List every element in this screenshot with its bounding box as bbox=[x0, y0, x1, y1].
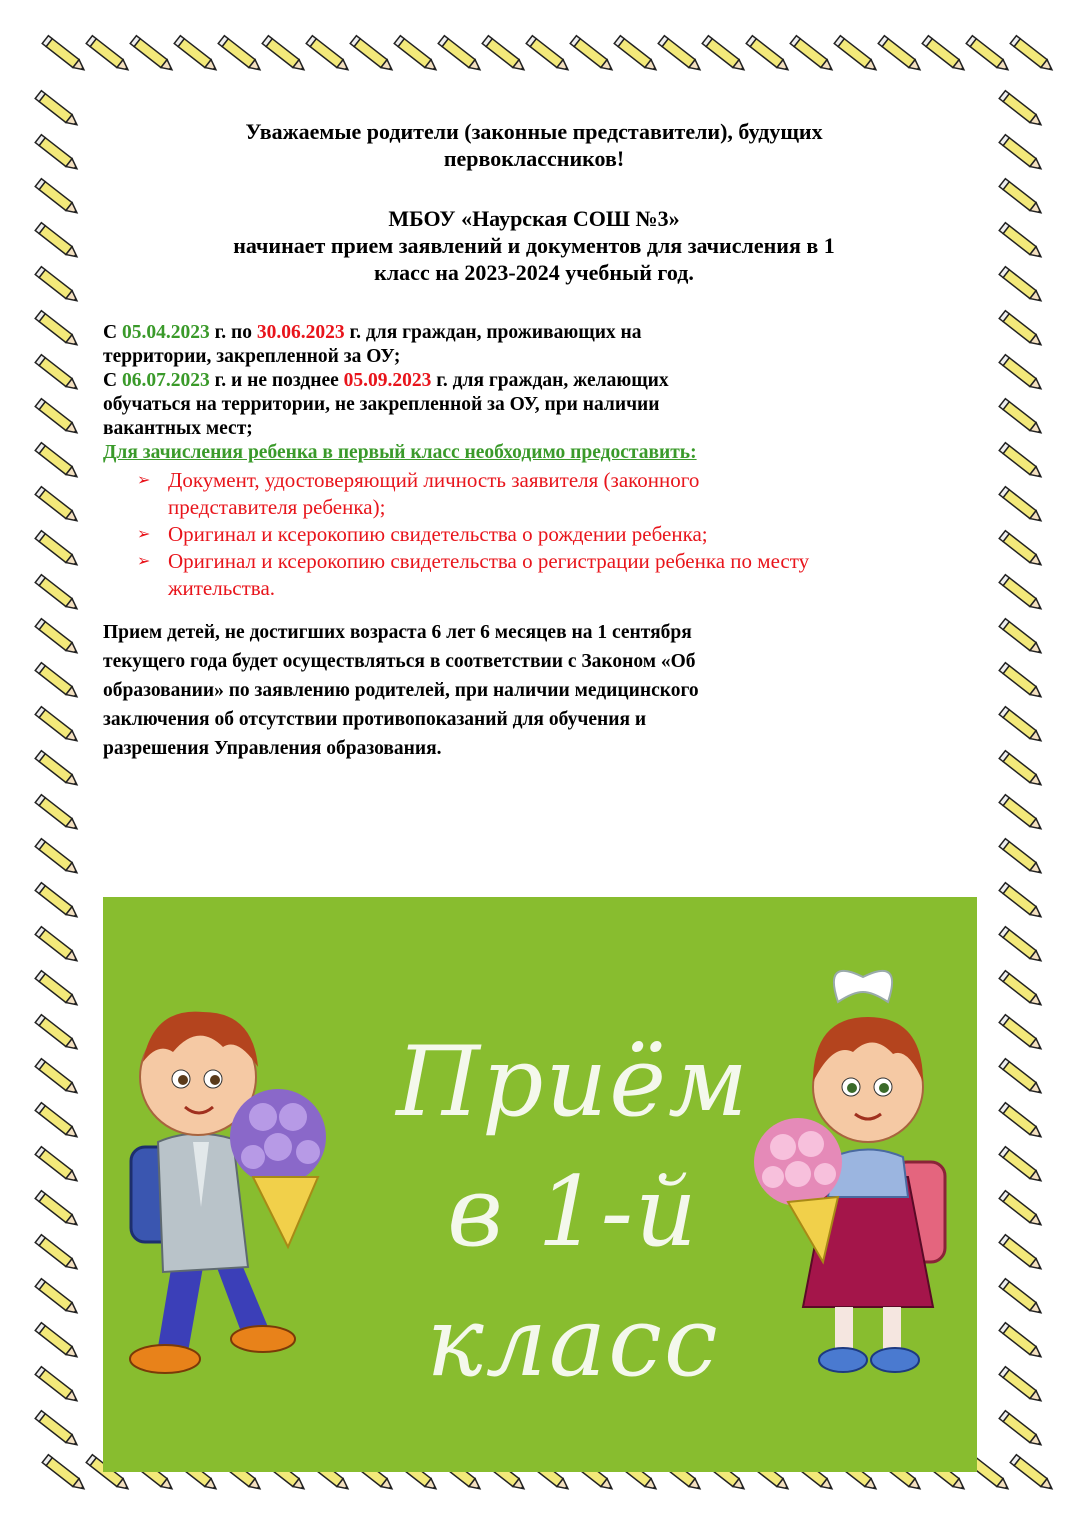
banner-title bbox=[343, 1017, 803, 1407]
pencil-icon bbox=[262, 36, 307, 74]
pencil-icon bbox=[35, 179, 80, 217]
pencil-icon bbox=[999, 751, 1044, 789]
pencil-icon bbox=[35, 223, 80, 261]
requirements-list bbox=[103, 467, 965, 602]
period-1-end-date: 30.06.2023 bbox=[256, 322, 345, 343]
pencil-icon bbox=[999, 1235, 1044, 1273]
pencil-icon bbox=[35, 135, 80, 173]
list-item-text-2: жительства. bbox=[168, 576, 276, 600]
period-2-text-2: обучаться на территории, не закрепленной за ОУ, при наличии bbox=[103, 394, 660, 415]
pencil-icon bbox=[999, 1147, 1044, 1185]
pencil-icon bbox=[35, 1103, 80, 1141]
pencil-icon bbox=[35, 1015, 80, 1053]
period-1-prefix: С bbox=[103, 322, 122, 343]
pencil-icon bbox=[526, 36, 571, 74]
note-line-5: разрешения Управления образования. bbox=[103, 738, 442, 759]
pencil-icon bbox=[482, 36, 527, 74]
list-item-text: Оригинал и ксерокопию свидетельства о регистрации ребенка по месту bbox=[168, 549, 810, 573]
intro-line-2: первоклассников! bbox=[443, 146, 625, 171]
note-line-3: образовании» по заявлению родителей, при наличии медицинского bbox=[103, 680, 699, 701]
period-2-end-date: 05.09.2023 bbox=[343, 370, 432, 391]
pencil-icon bbox=[999, 91, 1044, 129]
pencil-icon bbox=[35, 663, 80, 701]
arrow-bullet-icon: ➢ bbox=[137, 553, 151, 570]
period-1 bbox=[103, 321, 965, 369]
pencil-icon bbox=[999, 1279, 1044, 1317]
list-item-text: Документ, удостоверяющий личность заявителя (законного bbox=[168, 468, 700, 492]
pencil-icon bbox=[999, 135, 1044, 173]
pencil-icon bbox=[35, 531, 80, 569]
admission-dates bbox=[103, 321, 965, 441]
pencil-icon bbox=[35, 707, 80, 745]
pencil-icon bbox=[999, 971, 1044, 1009]
pencil-icon bbox=[999, 531, 1044, 569]
note-line-2: текущего года будет осуществляться в соответствии с Законом «Об bbox=[103, 651, 696, 672]
pencil-icon bbox=[35, 971, 80, 1009]
pencil-icon bbox=[999, 267, 1044, 305]
period-2-text-3: вакантных мест; bbox=[103, 418, 253, 439]
pencil-icon bbox=[218, 36, 263, 74]
intro-line-1: Уважаемые родители (законные представители), будущих bbox=[245, 119, 823, 144]
school-line-2: начинает прием заявлений и документов для зачисления в 1 bbox=[233, 233, 835, 258]
pencil-icon bbox=[999, 355, 1044, 393]
intro-heading bbox=[103, 118, 965, 172]
pencil-icon bbox=[999, 707, 1044, 745]
pencil-icon bbox=[922, 36, 967, 74]
pencil-icon bbox=[999, 1103, 1044, 1141]
pencil-icon bbox=[999, 883, 1044, 921]
pencil-icon bbox=[999, 663, 1044, 701]
pencil-icon bbox=[35, 575, 80, 613]
period-2-text: г. для граждан, желающих bbox=[431, 370, 669, 391]
pencil-icon bbox=[42, 1455, 87, 1493]
early-admission-note bbox=[103, 618, 965, 763]
pencil-icon bbox=[999, 1191, 1044, 1229]
pencil-icon bbox=[35, 619, 80, 657]
pencil-icon bbox=[35, 487, 80, 525]
list-item bbox=[137, 467, 965, 521]
pencil-icon bbox=[746, 36, 791, 74]
pencil-icon bbox=[1010, 36, 1055, 74]
school-name: МБОУ «Наурская СОШ №3» bbox=[388, 206, 680, 231]
pencil-icon bbox=[658, 36, 703, 74]
pencil-icon bbox=[35, 1191, 80, 1229]
pencil-icon bbox=[35, 311, 80, 349]
arrow-bullet-icon: ➢ bbox=[137, 472, 151, 489]
pencil-icon bbox=[966, 36, 1011, 74]
period-1-text: г. для граждан, проживающих на bbox=[344, 322, 642, 343]
first-grade-banner bbox=[103, 897, 977, 1472]
pencil-icon bbox=[790, 36, 835, 74]
pencil-icon bbox=[350, 36, 395, 74]
boy-with-flowers-illustration bbox=[103, 967, 353, 1397]
pencil-icon bbox=[570, 36, 615, 74]
banner-title-line-1: Приём bbox=[396, 1026, 750, 1138]
period-2-start-date: 06.07.2023 bbox=[121, 370, 210, 391]
pencil-icon bbox=[999, 619, 1044, 657]
pencil-icon bbox=[834, 36, 879, 74]
pencil-icon bbox=[86, 36, 131, 74]
girl-with-flowers-illustration bbox=[743, 962, 973, 1402]
period-1-text-2: территории, закрепленной за ОУ; bbox=[103, 346, 401, 367]
pencil-icon bbox=[35, 443, 80, 481]
pencil-icon bbox=[999, 1411, 1044, 1449]
pencil-icon bbox=[999, 1323, 1044, 1361]
pencil-icon bbox=[394, 36, 439, 74]
pencil-icon bbox=[35, 927, 80, 965]
pencil-icon bbox=[35, 1279, 80, 1317]
list-item-text: Оригинал и ксерокопию свидетельства о рождении ребенка; bbox=[168, 522, 708, 546]
period-2 bbox=[103, 369, 965, 441]
pencil-icon bbox=[999, 1015, 1044, 1053]
pencil-icon bbox=[35, 751, 80, 789]
pencil-icon bbox=[42, 36, 87, 74]
pencil-icon bbox=[35, 795, 80, 833]
pencil-icon bbox=[306, 36, 351, 74]
period-2-prefix: С bbox=[103, 370, 122, 391]
pencil-icon bbox=[614, 36, 659, 74]
note-line-1: Прием детей, не достигших возраста 6 лет 6 месяцев на 1 сентября bbox=[103, 622, 692, 643]
pencil-icon bbox=[999, 927, 1044, 965]
pencil-icon bbox=[999, 795, 1044, 833]
announcement bbox=[103, 118, 965, 763]
note-line-4: заключения об отсутствии противопоказаний для обучения и bbox=[103, 709, 647, 730]
arrow-bullet-icon: ➢ bbox=[137, 526, 151, 543]
school-line-3: класс на 2023-2024 учебный год. bbox=[374, 260, 694, 285]
pencil-icon bbox=[999, 399, 1044, 437]
pencil-icon bbox=[999, 1059, 1044, 1097]
pencil-icon bbox=[999, 487, 1044, 525]
pencil-icon bbox=[174, 36, 219, 74]
pencil-icon bbox=[999, 443, 1044, 481]
pencil-icon bbox=[878, 36, 923, 74]
pencil-icon bbox=[35, 1147, 80, 1185]
period-2-mid: г. и не позднее bbox=[209, 370, 344, 391]
pencil-icon bbox=[999, 311, 1044, 349]
pencil-icon bbox=[35, 1367, 80, 1405]
pencil-icon bbox=[35, 399, 80, 437]
pencil-icon bbox=[999, 223, 1044, 261]
pencil-icon bbox=[999, 575, 1044, 613]
period-1-start-date: 05.04.2023 bbox=[121, 322, 210, 343]
pencil-icon bbox=[35, 267, 80, 305]
pencil-icon bbox=[702, 36, 747, 74]
pencil-icon bbox=[1010, 1455, 1055, 1493]
pencil-icon bbox=[35, 355, 80, 393]
list-item bbox=[137, 548, 965, 602]
pencil-icon bbox=[999, 839, 1044, 877]
pencil-icon bbox=[35, 1235, 80, 1273]
pencil-icon bbox=[35, 1411, 80, 1449]
list-item bbox=[137, 521, 965, 548]
pencil-icon bbox=[35, 839, 80, 877]
pencil-icon bbox=[35, 1059, 80, 1097]
pencil-icon bbox=[35, 883, 80, 921]
pencil-icon bbox=[35, 91, 80, 129]
pencil-icon bbox=[35, 1323, 80, 1361]
requirements-title: Для зачисления ребенка в первый класс необходимо предоставить: bbox=[103, 442, 697, 463]
pencil-icon bbox=[130, 36, 175, 74]
school-heading bbox=[103, 205, 965, 286]
banner-title-line-2: в 1-й класс bbox=[426, 1156, 720, 1398]
pencil-icon bbox=[999, 179, 1044, 217]
pencil-icon bbox=[999, 1367, 1044, 1405]
period-1-mid: г. по bbox=[209, 322, 257, 343]
pencil-icon bbox=[438, 36, 483, 74]
list-item-text-2: представителя ребенка); bbox=[168, 495, 386, 519]
